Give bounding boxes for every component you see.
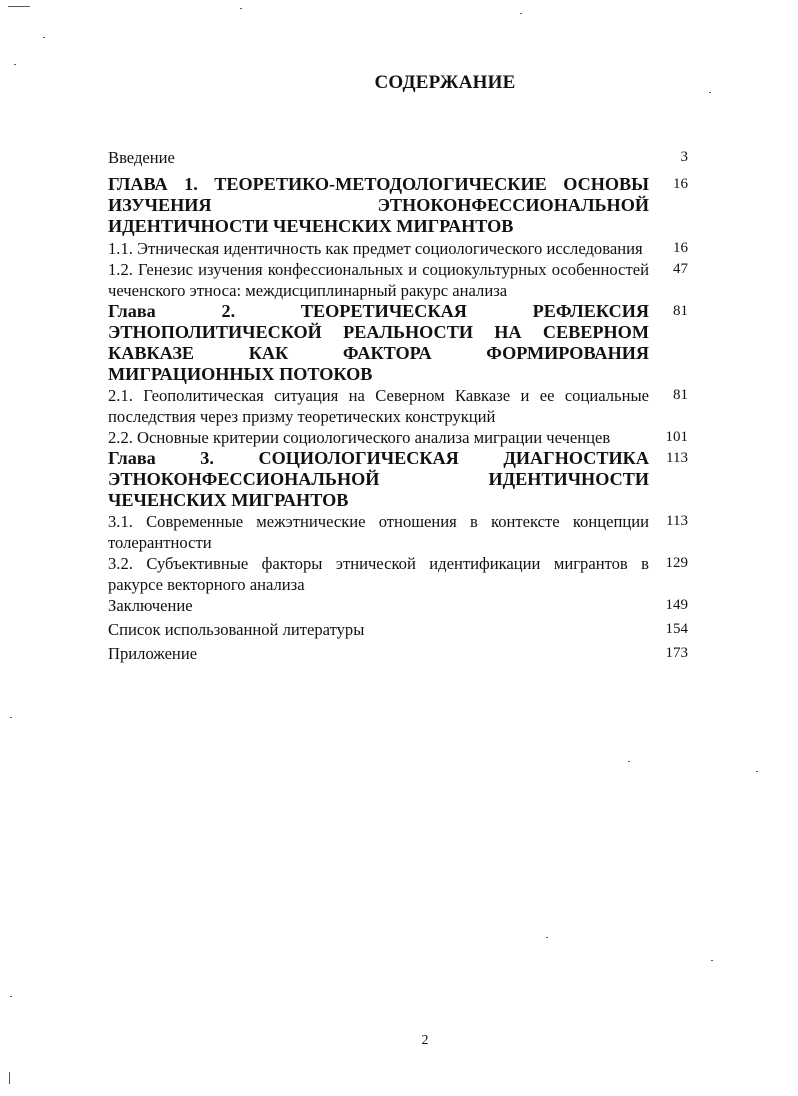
toc-entry-page: 16 bbox=[673, 240, 688, 256]
toc-entry-text: Введение bbox=[108, 148, 175, 167]
toc-entry-section-3-1 bbox=[108, 511, 688, 553]
toc-entry-text: 1.2. Генезис изучения конфессиональных и социокультурных особенностей чеченского этноса: междисциплинарный ракурс анализа bbox=[108, 260, 649, 300]
toc-entry-chapter-2 bbox=[108, 301, 688, 385]
toc-entry-text: Список использованной литературы bbox=[108, 620, 365, 639]
toc-entry-page: 81 bbox=[673, 303, 688, 319]
toc-entry-page: 113 bbox=[666, 513, 688, 529]
toc-entry-text: Глава 3. СОЦИОЛОГИЧЕСКАЯ ДИАГНОСТИКА ЭТНОКОНФЕССИОНАЛЬНОЙ ИДЕНТИЧНОСТИ ЧЕЧЕНСКИХ МИГРАНТОВ bbox=[108, 448, 649, 510]
scan-speck bbox=[8, 6, 30, 7]
toc-entry-text: 2.2. Основные критерии социологического анализа миграции чеченцев bbox=[108, 428, 611, 447]
scan-speck bbox=[520, 13, 522, 14]
toc-entry-conclusion bbox=[108, 595, 688, 616]
toc-entry-chapter-3 bbox=[108, 448, 688, 511]
toc-entry-section-1-2 bbox=[108, 259, 688, 301]
toc-entry-text: Глава 2. ТЕОРЕТИЧЕСКАЯ РЕФЛЕКСИЯ ЭТНОПОЛИТИЧЕСКОЙ РЕАЛЬНОСТИ НА СЕВЕРНОМ КАВКАЗЕ КАК ФАКТОРА ФОРМИРОВАНИЯ МИГРАЦИОННЫХ ПОТОКОВ bbox=[108, 301, 649, 384]
scan-speck bbox=[546, 937, 548, 938]
toc-entry-page: 81 bbox=[673, 387, 688, 403]
toc-entry-page: 149 bbox=[665, 597, 688, 613]
toc-entry-bibliography bbox=[108, 619, 688, 640]
scan-speck bbox=[9, 1072, 10, 1084]
toc-entry-text: 3.2. Субъективные факторы этнической идентификации мигрантов в ракурсе векторного анализа bbox=[108, 554, 649, 594]
scan-speck bbox=[10, 717, 12, 718]
toc-entry-text: ГЛАВА 1. ТЕОРЕТИКО-МЕТОДОЛОГИЧЕСКИЕ ОСНОВЫ ИЗУЧЕНИЯ ЭТНОКОНФЕССИОНАЛЬНОЙ ИДЕНТИЧНОСТИ ЧЕЧЕНСКИХ МИГРАНТОВ bbox=[108, 174, 649, 236]
toc-entry-page: 3 bbox=[680, 149, 688, 165]
toc-entry-page: 47 bbox=[673, 261, 688, 277]
toc-entry-introduction bbox=[108, 147, 688, 168]
toc-entry-page: 16 bbox=[673, 176, 688, 192]
toc-entry-page: 113 bbox=[666, 450, 688, 466]
scan-speck bbox=[756, 771, 758, 772]
toc-entry-section-2-1 bbox=[108, 385, 688, 427]
page-number: 2 bbox=[421, 1033, 429, 1048]
scan-speck bbox=[10, 996, 12, 997]
toc-entry-page: 129 bbox=[665, 555, 688, 571]
toc-entry-page: 173 bbox=[665, 645, 688, 661]
scan-speck bbox=[628, 761, 630, 762]
scan-speck bbox=[240, 8, 242, 9]
toc-entry-section-2-2 bbox=[108, 427, 688, 448]
toc-entry-appendix bbox=[108, 643, 688, 664]
toc-entry-text: Приложение bbox=[108, 644, 198, 663]
toc-entry-text: 1.1. Этническая идентичность как предмет социологического исследования bbox=[108, 239, 643, 258]
toc-entry-text: 2.1. Геополитическая ситуация на Северном Кавказе и ее социальные последствия через призму теоретических конструкций bbox=[108, 386, 649, 426]
scan-speck bbox=[14, 64, 16, 65]
scan-speck bbox=[711, 960, 713, 961]
toc-entry-text: Заключение bbox=[108, 596, 193, 615]
toc-entry-page: 101 bbox=[665, 429, 688, 445]
toc-entry-chapter-1 bbox=[108, 174, 688, 237]
toc-entry-section-3-2 bbox=[108, 553, 688, 595]
table-of-contents bbox=[108, 147, 688, 664]
page-title: СОДЕРЖАНИЕ bbox=[374, 72, 516, 93]
scan-speck bbox=[709, 92, 711, 93]
scan-speck bbox=[43, 37, 45, 38]
toc-entry-text: 3.1. Современные межэтнические отношения в контексте концепции толерантности bbox=[108, 512, 649, 552]
toc-entry-section-1-1 bbox=[108, 238, 688, 259]
toc-entry-page: 154 bbox=[665, 621, 688, 637]
